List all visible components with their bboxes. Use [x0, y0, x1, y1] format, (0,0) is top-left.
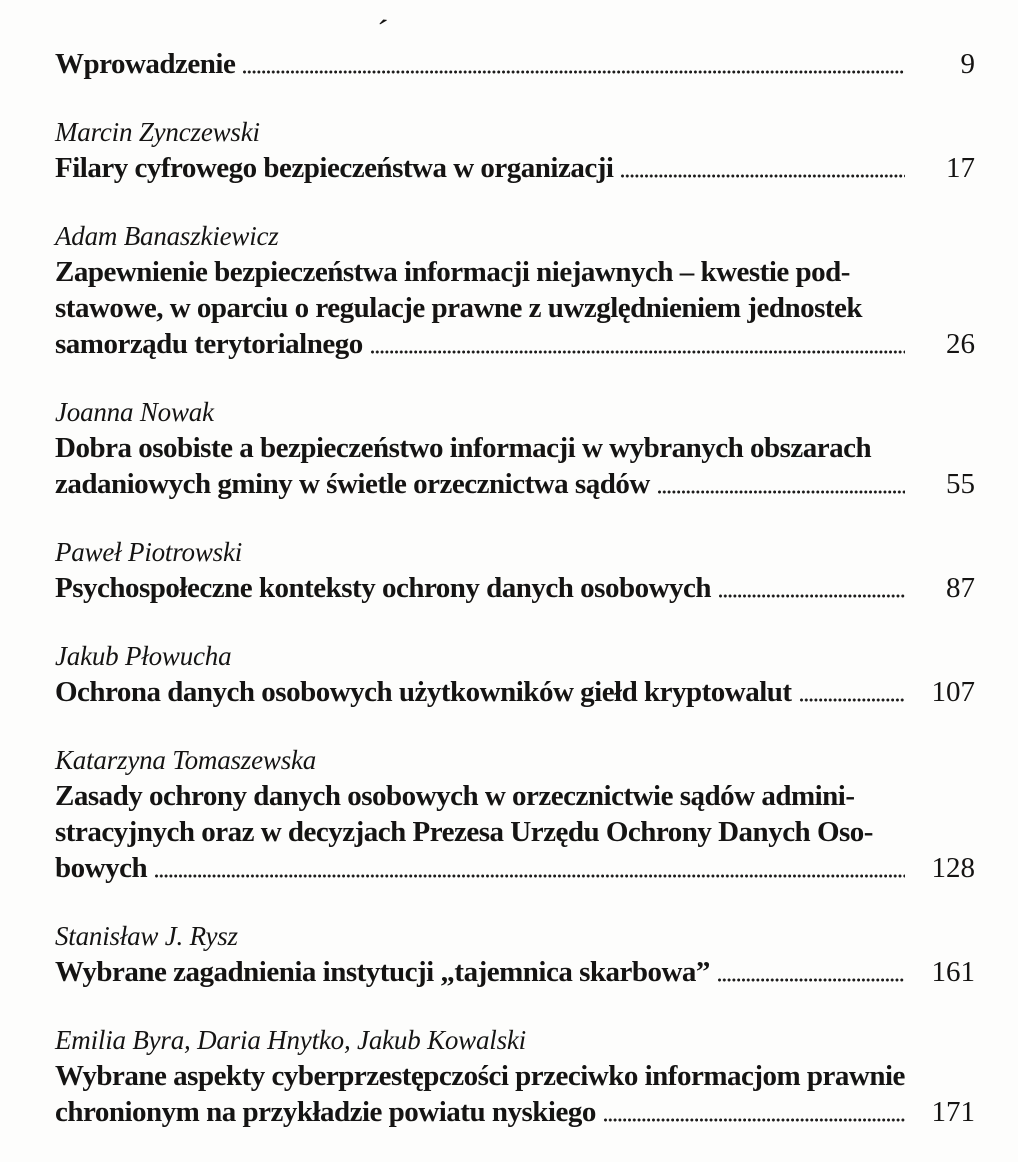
- toc-entry-title-text: bowych: [55, 852, 148, 884]
- toc-entry-title-text: chronionym na przykładzie powiatu nyskiego: [55, 1096, 596, 1128]
- toc-entry-title: [55, 430, 975, 502]
- toc-entry-author: Marcin Zynczewski: [55, 117, 260, 147]
- toc-entry: [55, 919, 975, 990]
- toc-entry-page-number: 87: [946, 572, 975, 604]
- dotted-leader: [243, 46, 905, 82]
- scan-artifact-mark: ´: [374, 13, 390, 52]
- toc-entry-title-text: Filary cyfrowego bezpieczeństwa w organizacji: [55, 152, 614, 184]
- toc-entry-title-line: Dobra osobiste a bezpieczeństwo informacji w wybranych obszarach: [55, 432, 872, 464]
- dotted-leader: [800, 674, 905, 710]
- toc-entry: [55, 395, 975, 502]
- toc-entry-page-number: 26: [946, 328, 975, 360]
- toc-entry-title-line: [55, 850, 975, 886]
- toc-entry-page-number: 161: [931, 956, 975, 988]
- toc-entry-page-number: 171: [931, 1096, 975, 1128]
- toc-entry-page-number: 128: [931, 852, 975, 884]
- toc-entry: [55, 639, 975, 710]
- toc-entry-title: [55, 674, 975, 710]
- toc-entry-author: Paweł Piotrowski: [55, 537, 243, 567]
- toc-entry-title-line: stawowe, w oparciu o regulacje prawne z uwzględnieniem jednostek: [55, 292, 863, 324]
- toc-entry-title: [55, 954, 975, 990]
- dotted-leader: [719, 570, 905, 606]
- toc-entry-title-text: samorządu terytorialnego: [55, 328, 363, 360]
- toc-entry-title-text: Psychospołeczne konteksty ochrony danych osobowych: [55, 572, 712, 604]
- toc-entry-title-line: Zasady ochrony danych osobowych w orzecznictwie sądów admini-: [55, 780, 855, 812]
- toc-entry: [55, 219, 975, 362]
- toc-entry-page-number: 9: [960, 48, 975, 80]
- dotted-leader: [155, 850, 905, 886]
- toc-entry-title-line: stracyjnych oraz w decyzjach Prezesa Urzędu Ochrony Danych Oso-: [55, 816, 873, 848]
- toc-entry-title-line: [55, 326, 975, 362]
- toc-entry-title-line: Wybrane aspekty cyberprzestępczości przeciwko informacjom prawnie: [55, 1060, 905, 1092]
- toc-entry-title-text: Wprowadzenie: [55, 48, 236, 80]
- toc-entry: [55, 743, 975, 886]
- toc-entry-title-text: Ochrona danych osobowych użytkowników giełd kryptowalut: [55, 676, 792, 708]
- toc-entry: [55, 46, 975, 82]
- toc-entry-author: Jakub Płowucha: [55, 641, 232, 671]
- toc-entry-title-line: [55, 674, 975, 710]
- toc-entry-title-text: Wybrane zagadnienia instytucji „tajemnica skarbowa”: [55, 956, 710, 988]
- toc-entry-title: [55, 150, 975, 186]
- toc-entry: [55, 115, 975, 186]
- toc-entry-title-line: [55, 570, 975, 606]
- dotted-leader: [718, 954, 905, 990]
- toc-entry-author: Emilia Byra, Daria Hnytko, Jakub Kowalski: [55, 1025, 526, 1055]
- toc-entry-title-line: [55, 466, 975, 502]
- toc-entry-page-number: 17: [946, 152, 975, 184]
- toc-entry-title: [55, 570, 975, 606]
- dotted-leader: [371, 326, 905, 362]
- toc-entry-title-line: [55, 954, 975, 990]
- toc-entry-title-line: [55, 1094, 975, 1130]
- toc-entry-title: [55, 1058, 975, 1130]
- toc-entry-author: Katarzyna Tomaszewska: [55, 745, 317, 775]
- toc-entry-title: [55, 254, 975, 362]
- toc-entry: [55, 535, 975, 606]
- toc-entry-title: [55, 778, 975, 886]
- toc-entry-title-line: Zapewnienie bezpieczeństwa informacji niejawnych – kwestie pod-: [55, 256, 850, 288]
- toc-entry-list: [55, 46, 975, 1130]
- toc-entry-title-text: zadaniowych gminy w świetle orzecznictwa sądów: [55, 468, 650, 500]
- dotted-leader: [621, 150, 905, 186]
- toc-entry-page-number: 107: [931, 676, 975, 708]
- dotted-leader: [658, 466, 905, 502]
- toc-entry: [55, 1023, 975, 1130]
- dotted-leader: [604, 1094, 905, 1130]
- toc-entry-title-line: [55, 46, 975, 82]
- toc-entry-author: Adam Banaszkiewicz: [55, 221, 279, 251]
- toc-entry-author: Stanisław J. Rysz: [55, 921, 238, 951]
- toc-entry-author: Joanna Nowak: [55, 397, 214, 427]
- toc-entry-page-number: 55: [946, 468, 975, 500]
- toc-entry-title-line: [55, 150, 975, 186]
- toc-entry-title: [55, 46, 975, 82]
